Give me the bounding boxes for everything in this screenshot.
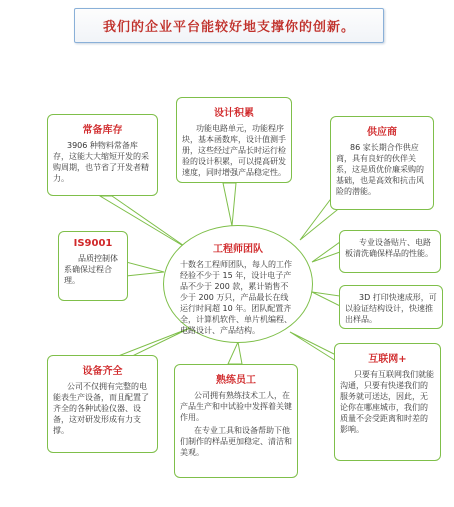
equipment-node — [47, 355, 158, 453]
connector-workers — [228, 342, 242, 364]
print3d-text: 3D 打印快速成形，可以验证结构设计，快速推出样品。 — [345, 293, 437, 324]
connector-iso — [126, 262, 164, 276]
workers-text-2: 在专业工具和设备帮助下他们制作的样品更加稳定、清洁和美观。 — [180, 426, 292, 457]
equipment-text: 公司不仅拥有完整的电能表生产设备，而且配置了齐全的各种试验仪器、设备，这对研发形成有力支撑。 — [53, 382, 149, 435]
internet-title: 互联网+ — [368, 354, 407, 365]
stock-text: 3906 种物料常备库存，这能大大缩短开发的采购周期，也节省了开发者精力。 — [53, 141, 149, 183]
engineer-team-title: 工程师团队 — [213, 244, 263, 255]
engineer-team-text: 十数名工程师团队，每人的工作经验不少于 15 年，设计电子产品不少于 200 款，累计销售不少于 200 万只，产品最长在线运行时间超 10 年。团队配置齐全，计算机软件、单片机编程、电路设计、产品结构。 — [180, 260, 292, 335]
workers-node — [174, 364, 298, 478]
design-text: 功能电路单元，功能程序块，基本函数库，设计值测手册，这些经过产品长时运行检验的设计积累，可以提高研发速度，同时增强产品稳定性。 — [182, 124, 286, 177]
iso-text: 品质控制体系确保过程合理。 — [64, 254, 118, 285]
iso-node — [58, 231, 128, 301]
supplier-node — [330, 116, 434, 210]
workers-text-1: 公司拥有熟练技术工人，在产品生产和中试验中发挥着关键作用。 — [180, 391, 292, 422]
equipment-title: 设备齐全 — [82, 366, 123, 377]
print3d-node — [339, 285, 443, 329]
internet-text: 只要有互联网我们就能沟通，只要有快递我们的服务就可送达，因此，无论你在哪座城市，我们的质量不会受距离和时差的影响。 — [340, 370, 434, 434]
supplier-text: 86 家长期合作供应商，具有良好的伙伴关系，这是质优价廉采购的基础，也是高效和抗击风险的潜能。 — [336, 143, 424, 196]
design-title: 设计积累 — [214, 108, 254, 119]
connector-design — [223, 183, 236, 226]
stock-node — [47, 114, 158, 196]
engineer-team-node — [163, 225, 313, 343]
design-node — [176, 97, 292, 183]
connector-smt — [312, 242, 340, 262]
stock-title: 常备库存 — [82, 125, 123, 136]
internet-node — [334, 343, 441, 461]
iso-title: IS9001 — [73, 238, 113, 249]
connector-print3d — [312, 292, 340, 306]
smt-node — [339, 230, 441, 273]
smt-text: 专业设备贴片、电路板清洗确保样品的性能。 — [345, 238, 433, 258]
supplier-title: 供应商 — [367, 127, 397, 138]
workers-title: 熟练员工 — [216, 375, 256, 386]
banner-text: 我们的企业平台能较好地支撑你的创新。 — [102, 20, 355, 35]
